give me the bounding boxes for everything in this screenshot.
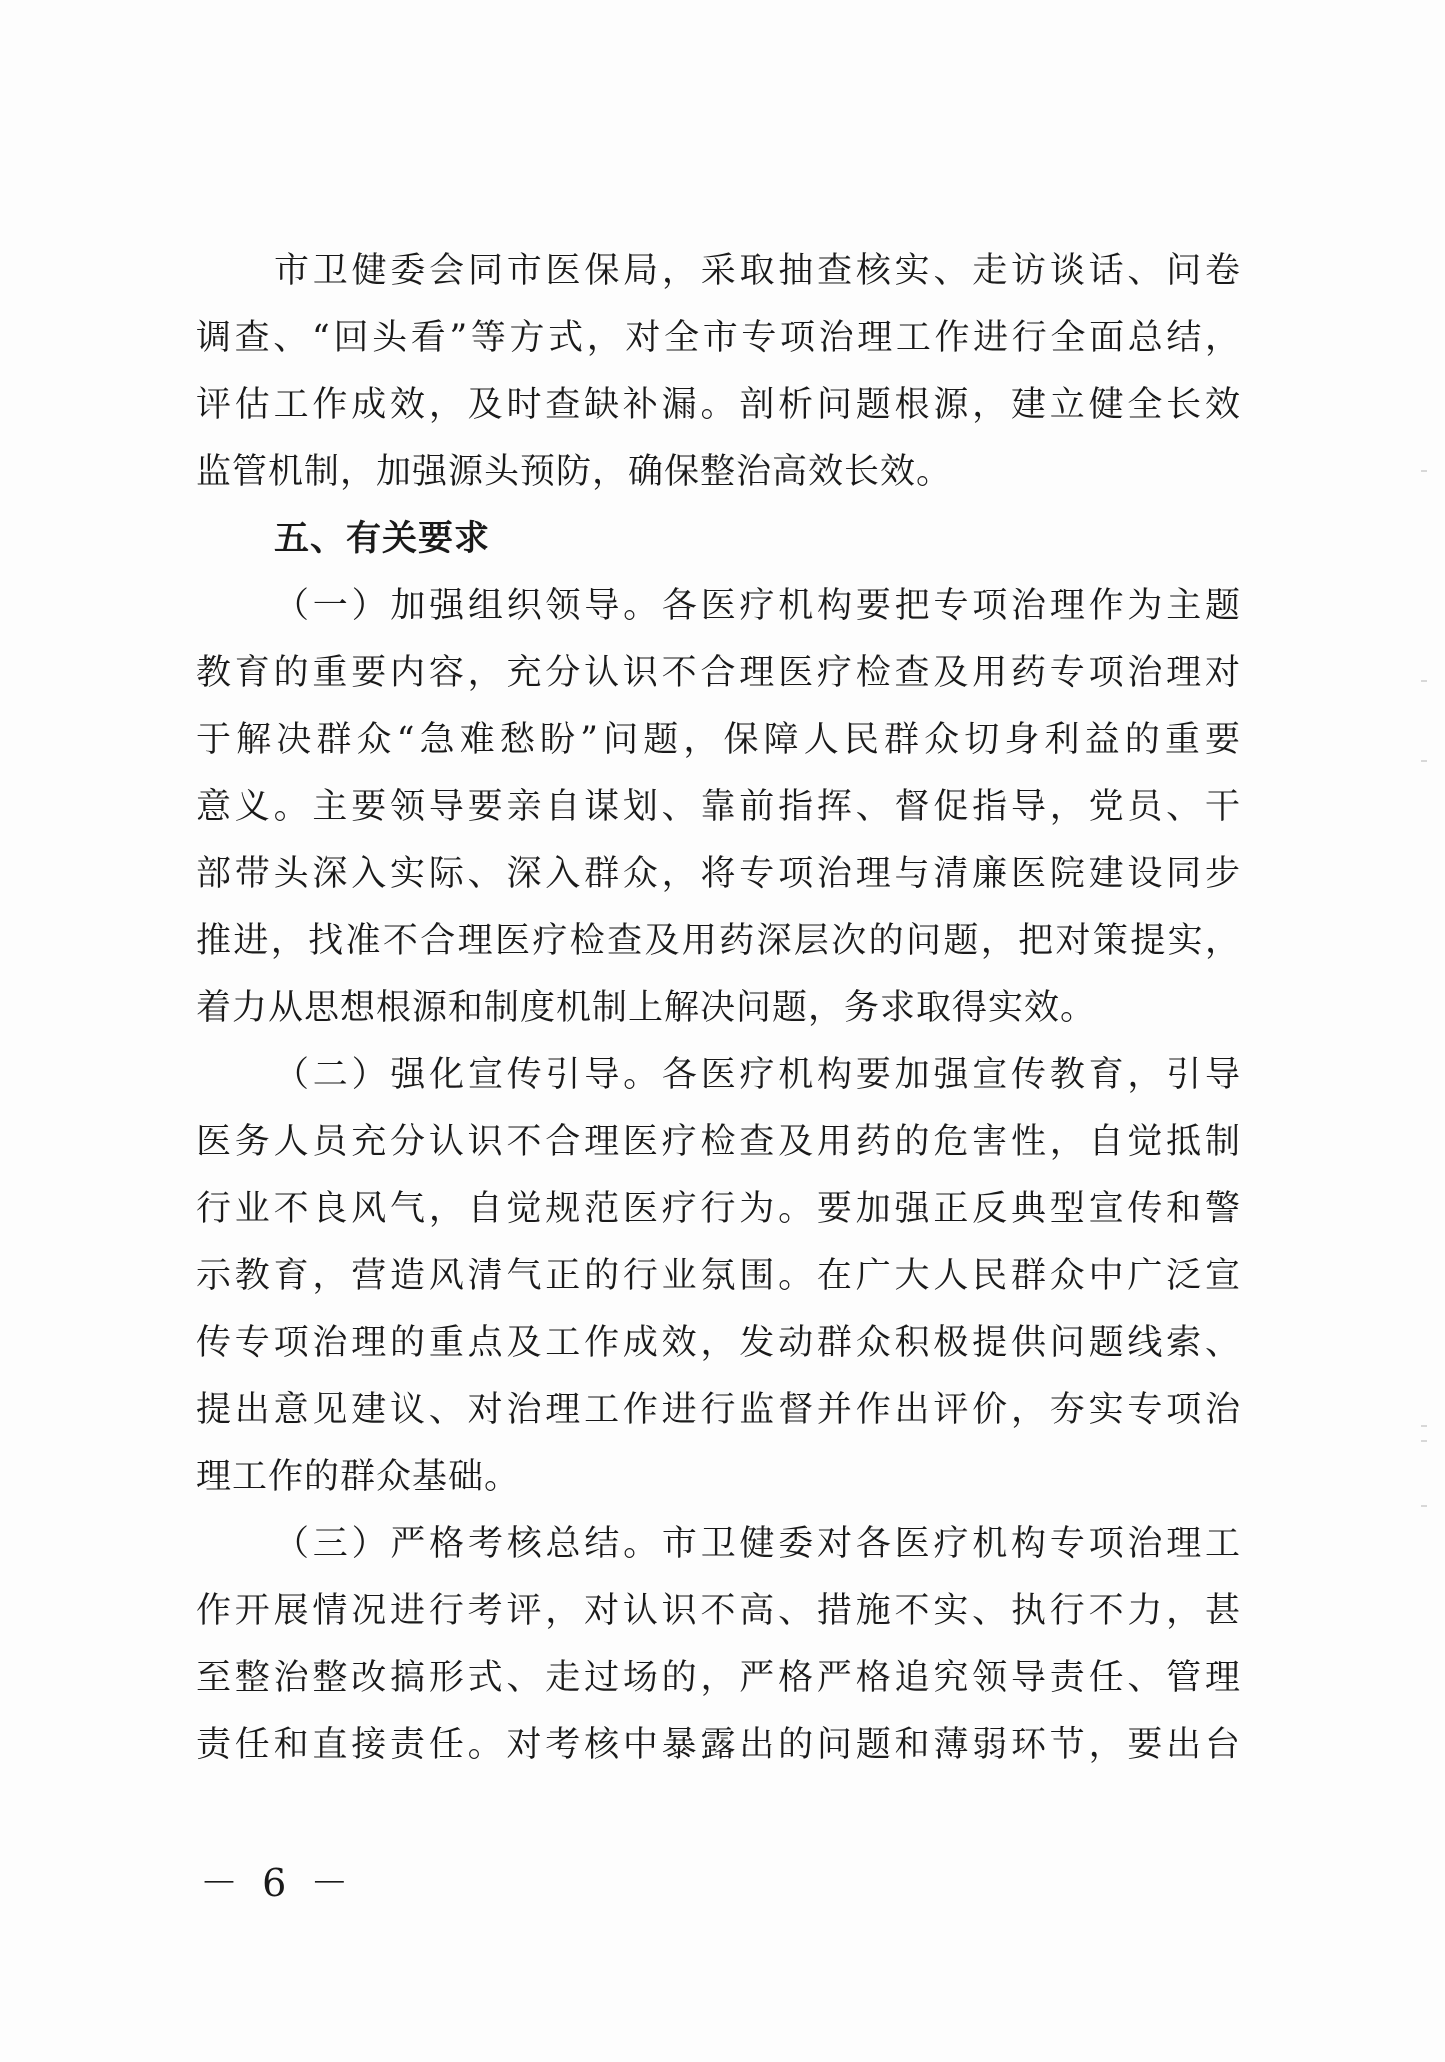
paragraph-line: 理工作的群众基础。 <box>196 1457 521 1497</box>
paragraph-line: 至整治整改搞形式、走过场的，严格严格追究领导责任、管理 <box>196 1658 1241 1698</box>
paragraph-line: 调查、“回头看”等方式，对全市专项治理工作进行全面总结， <box>196 318 1241 358</box>
paragraph-line: 示教育，营造风清气正的行业氛围。在广大人民群众中广泛宣 <box>196 1256 1241 1296</box>
heading-text: 五、有关要求 <box>274 519 491 559</box>
paragraph-line: 评估工作成效，及时查缺补漏。剖析问题根源，建立健全长效 <box>196 385 1241 425</box>
paragraph-line: 市卫健委会同市医保局，采取抽查核实、走访谈话、问卷 <box>274 251 1241 291</box>
paragraph-line: 于解决群众“急难愁盼”问题，保障人民群众切身利益的重要 <box>196 720 1241 760</box>
paragraph-line: 着力从思想根源和制度机制上解决问题，务求取得实效。 <box>196 988 1097 1028</box>
paragraph-line: 医务人员充分认识不合理医疗检查及用药的危害性，自觉抵制 <box>196 1122 1241 1162</box>
page-number: － 6 － <box>200 1861 355 1905</box>
paragraph-line: 教育的重要内容，充分认识不合理医疗检查及用药专项治理对 <box>196 653 1241 693</box>
paragraph-line: （一）加强组织领导。各医疗机构要把专项治理作为主题 <box>274 586 1241 626</box>
paragraph <box>196 1042 1241 1511</box>
document-body <box>196 238 1241 1779</box>
paragraph-line: （三）严格考核总结。市卫健委对各医疗机构专项治理工 <box>274 1524 1241 1564</box>
scan-artifact <box>1421 760 1427 762</box>
paragraph-line: 传专项治理的重点及工作成效，发动群众积极提供问题线索、 <box>196 1323 1241 1363</box>
paragraph-line: 责任和直接责任。对考核中暴露出的问题和薄弱环节，要出台 <box>196 1725 1241 1765</box>
paragraph-line: 意义。主要领导要亲自谋划、靠前指挥、督促指导，党员、干 <box>196 787 1241 827</box>
scan-artifact <box>1421 470 1427 472</box>
paragraph <box>196 1511 1241 1779</box>
paragraph <box>196 573 1241 1042</box>
paragraph-line: 推进，找准不合理医疗检查及用药深层次的问题，把对策提实， <box>196 921 1241 961</box>
paragraph-line: 行业不良风气，自觉规范医疗行为。要加强正反典型宣传和警 <box>196 1189 1241 1229</box>
paragraph-line: 部带头深入实际、深入群众，将专项治理与清廉医院建设同步 <box>196 854 1241 894</box>
scan-artifact <box>1421 680 1427 682</box>
scan-artifact <box>1421 1425 1427 1427</box>
paragraph-line: 监管机制，加强源头预防，确保整治高效长效。 <box>196 452 953 492</box>
paragraph-line: （二）强化宣传引导。各医疗机构要加强宣传教育，引导 <box>274 1055 1241 1095</box>
paragraph-line: 提出意见建议、对治理工作进行监督并作出评价，夯实专项治 <box>196 1390 1241 1430</box>
paragraph-line: 作开展情况进行考评，对认识不高、措施不实、执行不力，甚 <box>196 1591 1241 1631</box>
section-heading <box>196 506 1241 573</box>
scan-artifact <box>1421 1505 1427 1507</box>
scan-artifact <box>1421 1440 1427 1442</box>
paragraph <box>196 238 1241 506</box>
